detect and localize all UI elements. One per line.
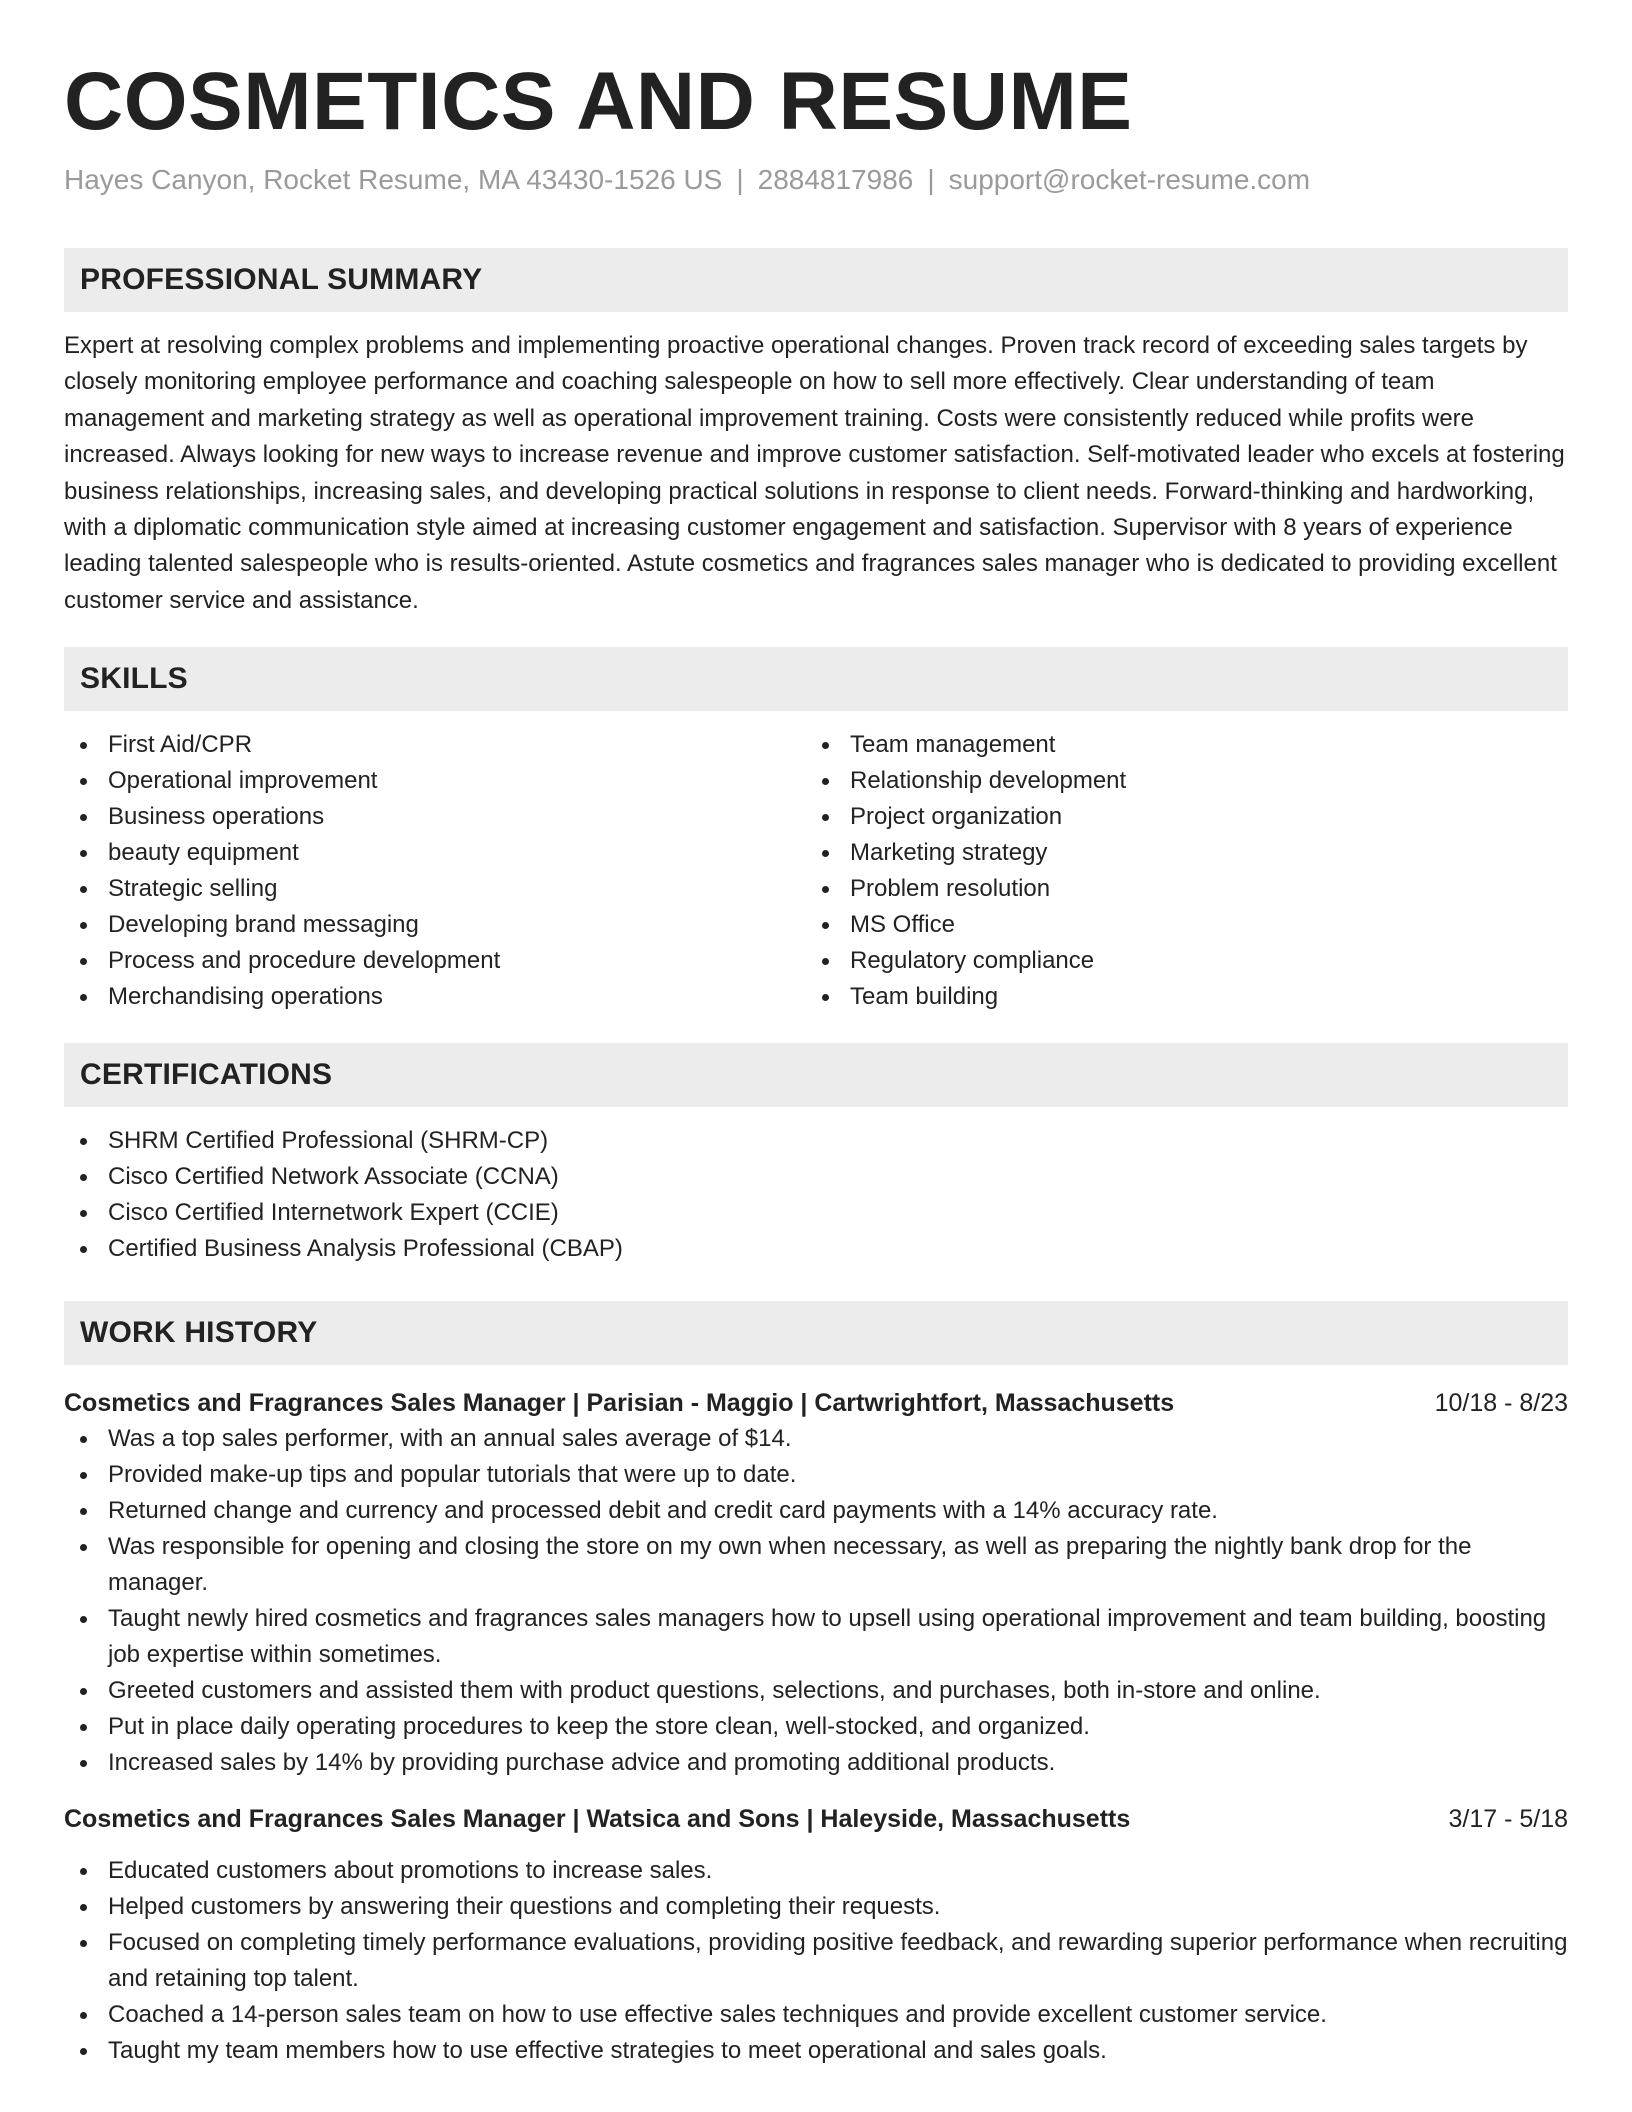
contact-line	[64, 162, 1568, 198]
contact-phone: 2884817986	[757, 164, 914, 195]
job-header	[64, 1801, 1568, 1837]
job-header	[64, 1385, 1568, 1421]
skill-item: Business operations	[64, 799, 806, 835]
job-title: Cosmetics and Fragrances Sales Manager | Watsica and Sons | Haleyside, Massachusetts	[64, 1805, 1131, 1834]
job-title: Cosmetics and Fragrances Sales Manager | Parisian - Maggio | Cartwrightfort, Massachusetts	[64, 1389, 1175, 1418]
contact-separator: |	[927, 164, 935, 195]
skill-item: Team building	[806, 979, 1548, 1015]
certifications-list	[64, 1123, 1568, 1267]
job-entry	[64, 1801, 1568, 2069]
job-dates: 10/18 - 8/23	[1434, 1389, 1568, 1418]
skill-item: Relationship development	[806, 763, 1548, 799]
skill-item: Regulatory compliance	[806, 943, 1548, 979]
certification-item: SHRM Certified Professional (SHRM-CP)	[64, 1123, 1568, 1159]
skill-item: Process and procedure development	[64, 943, 806, 979]
job-bullet: Taught my team members how to use effective strategies to meet operational and sales goals.	[64, 2033, 1568, 2069]
resume-page	[64, 52, 1568, 2069]
resume-name: COSMETICS AND RESUME	[64, 56, 1133, 147]
job-bullet: Educated customers about promotions to increase sales.	[64, 1853, 1568, 1889]
job-bullet: Provided make-up tips and popular tutorials that were up to date.	[64, 1457, 1568, 1493]
job-bullet: Returned change and currency and processed debit and credit card payments with a 14% accuracy rate.	[64, 1493, 1568, 1529]
job-bullets	[64, 1421, 1568, 1781]
job-bullet: Increased sales by 14% by providing purchase advice and promoting additional products.	[64, 1745, 1568, 1781]
skill-item: Merchandising operations	[64, 979, 806, 1015]
section-header-work-history: WORK HISTORY	[64, 1301, 1568, 1365]
contact-address: Hayes Canyon, Rocket Resume, MA 43430-1526 US	[64, 164, 723, 195]
certification-item: Cisco Certified Network Associate (CCNA)	[64, 1159, 1568, 1195]
skill-item: MS Office	[806, 907, 1548, 943]
skill-item: Strategic selling	[64, 871, 806, 907]
summary-text: Expert at resolving complex problems and implementing proactive operational changes. Proven track record of exceeding sales targets by closely monitoring employee performance and coaching salespeople on how to sell more effectively. Clear understanding of team management and marketing strategy as well as operational improvement training. Costs were consistently reduced while profits were increased. Always looking for new ways to increase revenue and improve customer satisfaction. Self-motivated leader who excels at fostering business relationships, increasing sales, and developing practical solutions in response to client needs. Forward-thinking and hardworking, with a diplomatic communication style aimed at increasing customer engagement and satisfaction. Supervisor with 8 years of experience leading talented salespeople who is results-oriented. Astute cosmetics and fragrances sales manager who is dedicated to providing excellent customer service and assistance.	[64, 332, 1565, 614]
skills-list-right	[806, 727, 1548, 1015]
job-bullet: Helped customers by answering their questions and completing their requests.	[64, 1889, 1568, 1925]
job-entry	[64, 1385, 1568, 1781]
job-bullet: Put in place daily operating procedures to keep the store clean, well-stocked, and organized.	[64, 1709, 1568, 1745]
job-bullet: Was a top sales performer, with an annual sales average of $14.	[64, 1421, 1568, 1457]
job-bullet: Focused on completing timely performance evaluations, providing positive feedback, and rewarding superior performance when recruiting and retaining top talent.	[64, 1925, 1568, 1997]
certification-item: Certified Business Analysis Professional (CBAP)	[64, 1231, 1568, 1267]
skill-item: Project organization	[806, 799, 1548, 835]
skill-item: Team management	[806, 727, 1548, 763]
section-header-summary: PROFESSIONAL SUMMARY	[64, 248, 1568, 312]
skill-item: Developing brand messaging	[64, 907, 806, 943]
job-bullets	[64, 1853, 1568, 2069]
section-header-skills: SKILLS	[64, 647, 1568, 711]
skills-list-left	[64, 727, 806, 1015]
skill-item: Operational improvement	[64, 763, 806, 799]
job-bullet: Greeted customers and assisted them with product questions, selections, and purchases, both in-store and online.	[64, 1673, 1568, 1709]
skill-item: Problem resolution	[806, 871, 1548, 907]
skill-item: beauty equipment	[64, 835, 806, 871]
skills-grid	[64, 727, 1568, 1015]
job-bullet: Taught newly hired cosmetics and fragrances sales managers how to upsell using operational improvement and team building, boosting job expertise within sometimes.	[64, 1601, 1568, 1673]
skill-item: First Aid/CPR	[64, 727, 806, 763]
job-bullet: Was responsible for opening and closing the store on my own when necessary, as well as preparing the nightly bank drop for the manager.	[64, 1529, 1568, 1601]
job-dates: 3/17 - 5/18	[1448, 1805, 1568, 1834]
contact-email: support@rocket-resume.com	[948, 164, 1311, 195]
contact-separator: |	[736, 164, 744, 195]
section-header-certifications: CERTIFICATIONS	[64, 1043, 1568, 1107]
job-bullet: Coached a 14-person sales team on how to use effective sales techniques and provide excellent customer service.	[64, 1997, 1568, 2033]
certification-item: Cisco Certified Internetwork Expert (CCIE)	[64, 1195, 1568, 1231]
skill-item: Marketing strategy	[806, 835, 1548, 871]
